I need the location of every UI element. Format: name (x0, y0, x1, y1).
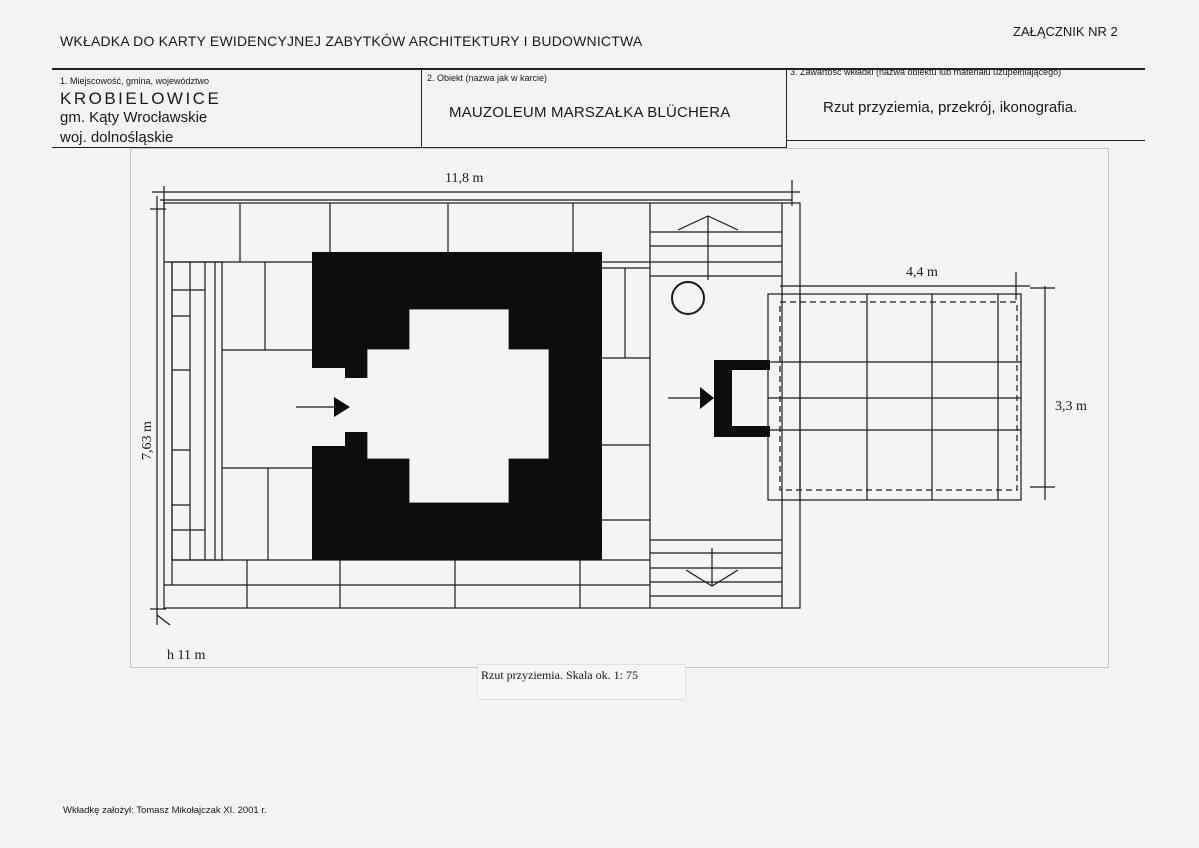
height-dimension: 7,63 m (140, 421, 155, 460)
annex-outline (768, 294, 1021, 500)
annex-number: ZAŁĄCZNIK NR 2 (1013, 24, 1118, 39)
contents-value: Rzut przyziemia, przekrój, ikonografia. (823, 99, 1078, 116)
place-field-label: 1. Miejscowość, gmina, województwo (60, 76, 210, 86)
author-note: Wkładkę założył: Tomasz Mikołajczak XI. 2001 r. (63, 805, 267, 816)
annex-height-dimension: 3,3 m (1055, 399, 1087, 414)
width-dimension: 11,8 m (445, 171, 484, 186)
entrance-arrow-right (700, 387, 714, 409)
object-field-label: 2. Obiekt (nazwa jak w karcie) (427, 73, 548, 83)
commune-name: gm. Kąty Wrocławskie (60, 109, 208, 126)
form-title: WKŁADKA DO KARTY EWIDENCYJNEJ ZABYTKÓW ARCHITEKTURY I BUDOWNICTWA (60, 33, 643, 49)
drawing-caption: Rzut przyziemia. Skala ok. 1: 75 (481, 668, 638, 682)
annex-width-dimension: 4,4 m (906, 265, 938, 280)
contents-field-label: 3. Zawartość wkładki (nazwa obiektu lub materiału uzupełniającego) (790, 67, 1062, 77)
elevation-dimension: h 11 m (167, 648, 206, 663)
entrance-arrow-left (334, 397, 350, 417)
chamber-walls (312, 252, 602, 560)
annex-doorway (714, 360, 770, 437)
voivodeship-name: woj. dolnośląskie (60, 129, 174, 146)
circular-basin (672, 282, 704, 314)
central-cross-vertical (410, 310, 508, 502)
place-name: KROBIELOWICE (60, 89, 222, 108)
object-name: MAUZOLEUM MARSZAŁKA BLÜCHERA (449, 104, 731, 121)
